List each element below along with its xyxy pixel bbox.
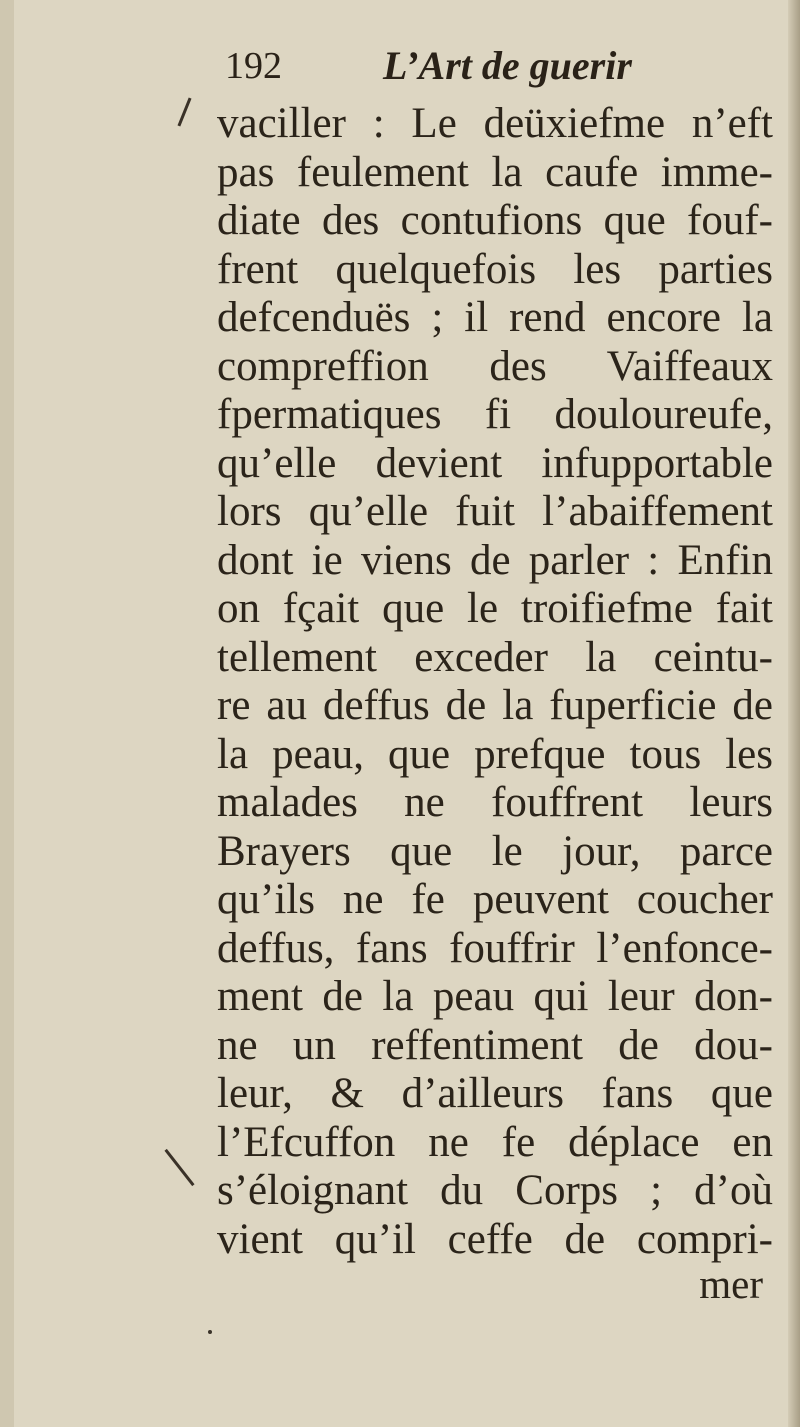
text-line: fpermatiques fi douloureufe, (217, 391, 773, 438)
text-line: on fçait que le troifiefme fait (217, 585, 773, 632)
text-line: vient qu’il ceffe de compri- (217, 1215, 773, 1263)
margin-tick-mark (164, 1149, 194, 1186)
text-line: la peau, que prefque tous les (217, 730, 773, 778)
text-line: l’Efcuffon ne fe déplace en (217, 1118, 773, 1166)
text-line: defcenduës ; il rend encore la (217, 294, 773, 341)
catchword: mer (699, 1261, 763, 1307)
text-line: ment de la peau qui leur don- (217, 973, 773, 1020)
text-line: lors qu’elle fuit l’abaiffement (217, 488, 773, 535)
text-line: vaciller : Le deüxiefme n’eft (217, 100, 773, 147)
text-line: tellement exceder la ceintu- (217, 633, 773, 681)
margin-slash-mark (177, 98, 191, 127)
text-line: qu’ils ne fe peuvent coucher (217, 876, 773, 923)
running-title: L’Art de guerir (383, 43, 632, 88)
text-line: ne un reffentiment de dou- (217, 1021, 773, 1069)
page-left-edge (0, 0, 14, 1427)
text-line: dont ie viens de parler : Enfin (217, 536, 773, 584)
margin-dot-mark (208, 1330, 212, 1334)
text-line: frent quelquefois les parties (217, 245, 773, 293)
text-line: pas feulement la caufe imme- (217, 148, 773, 196)
page-gutter-shadow (788, 0, 800, 1427)
text-line: leur, & d’ailleurs fans que (217, 1070, 773, 1117)
text-line: compreffion des Vaiffeaux (217, 342, 773, 390)
text-line: qu’elle devient infupportable (217, 439, 773, 487)
text-line: re au deffus de la fuperficie de (217, 682, 773, 729)
page-header (225, 38, 685, 98)
text-line: s’éloignant du Corps ; d’où (217, 1167, 773, 1214)
text-line: Brayers que le jour, parce (217, 827, 773, 875)
body-text (217, 100, 773, 1264)
text-line: diate des contufions que fouf- (217, 197, 773, 244)
page-number: 192 (225, 45, 282, 87)
text-line: malades ne fouffrent leurs (217, 779, 773, 826)
text-line: deffus, fans fouffrir l’enfonce- (217, 924, 773, 972)
catchword-row (217, 1260, 773, 1308)
